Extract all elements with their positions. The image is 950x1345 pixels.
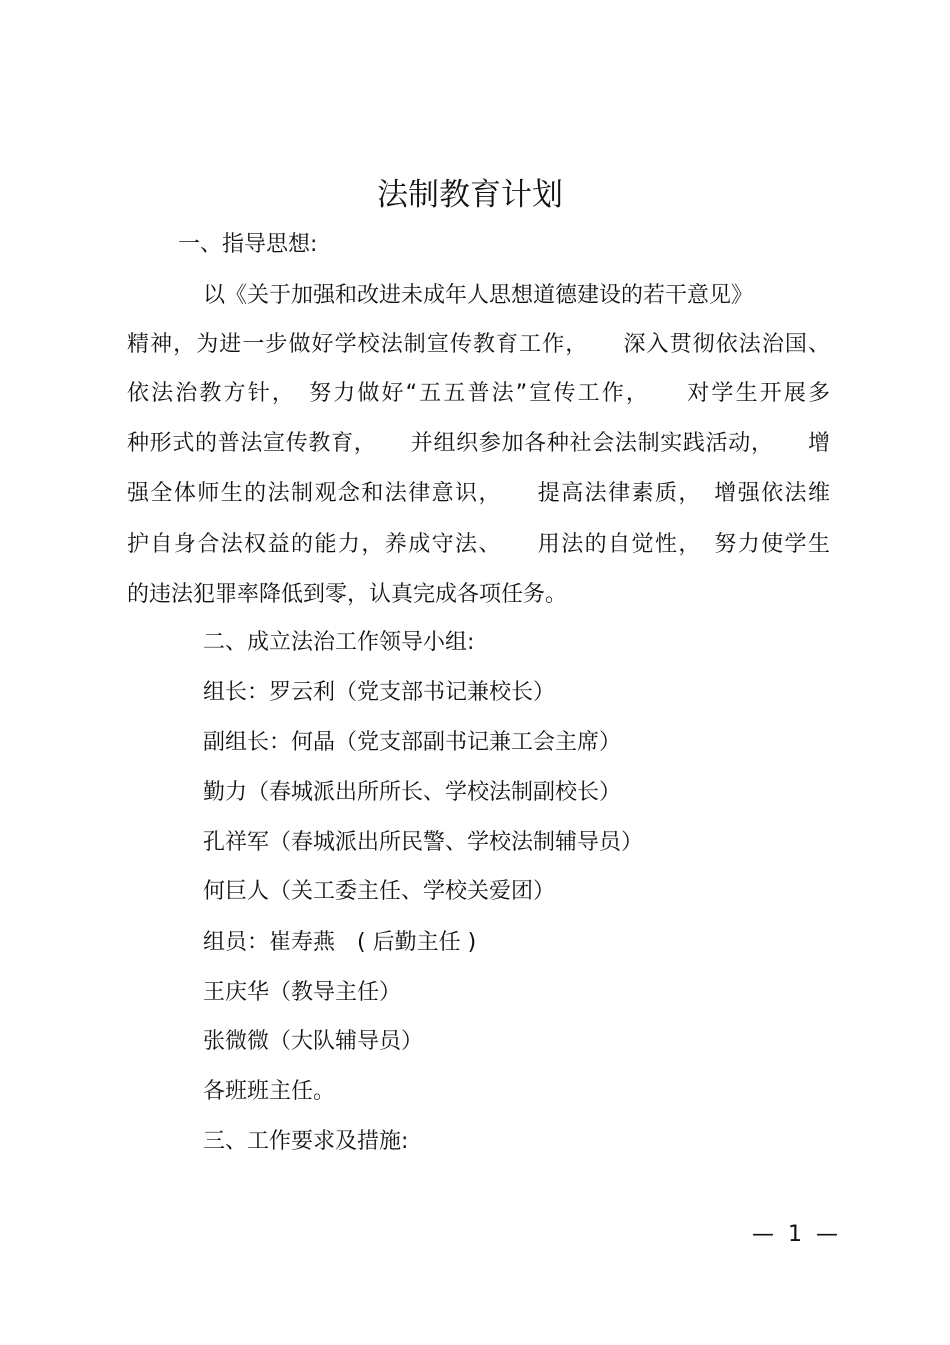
member-item: 副组长：何晶（党支部副书记兼工会主席）	[203, 730, 622, 755]
paragraph-line: 精神，为进一步做好学校法制宣传教育工作， 深入贯彻依法治国、	[127, 332, 830, 357]
paragraph-line: 的违法犯罪率降低到零，认真完成各项任务。	[127, 582, 568, 607]
paragraph-line: 种形式的普法宣传教育， 并组织参加各种社会法制实践活动， 增	[127, 431, 830, 456]
member-item: 王庆华（教导主任）	[203, 980, 402, 1005]
section-heading-leadership-group: 二、成立法治工作领导小组:	[203, 630, 475, 655]
paragraph-line: 依法治教方针， 努力做好“五五普法”宣传工作， 对学生开展多	[127, 381, 830, 406]
member-item: 各班班主任。	[203, 1079, 336, 1104]
member-item: 组员：崔寿燕 ( 后勤主任 )	[203, 930, 477, 955]
section-heading-work-requirements: 三、工作要求及措施:	[203, 1129, 409, 1154]
member-item: 何巨人（关工委主任、学校关爱团）	[203, 879, 556, 904]
member-item: 孔祥军（春城派出所民警、学校法制辅导员）	[203, 830, 644, 855]
member-item: 组长：罗云利（党支部书记兼校长）	[203, 680, 556, 705]
page-number: — 1 —	[752, 1222, 838, 1247]
page-title: 法制教育计划	[377, 177, 563, 213]
member-item: 勤力（春城派出所所长、学校法制副校长）	[203, 780, 622, 805]
paragraph-line: 以《关于加强和改进未成年人思想道德建设的若干意见》	[203, 283, 754, 308]
paragraph-line: 强全体师生的法制观念和法律意识， 提高法律素质， 增强依法维	[127, 481, 830, 506]
paragraph-line: 护自身合法权益的能力，养成守法、 用法的自觉性， 努力使学生	[127, 532, 830, 557]
member-item: 张微微（大队辅导员）	[203, 1029, 424, 1054]
section-heading-guiding-ideology: 一、指导思想:	[178, 232, 318, 257]
